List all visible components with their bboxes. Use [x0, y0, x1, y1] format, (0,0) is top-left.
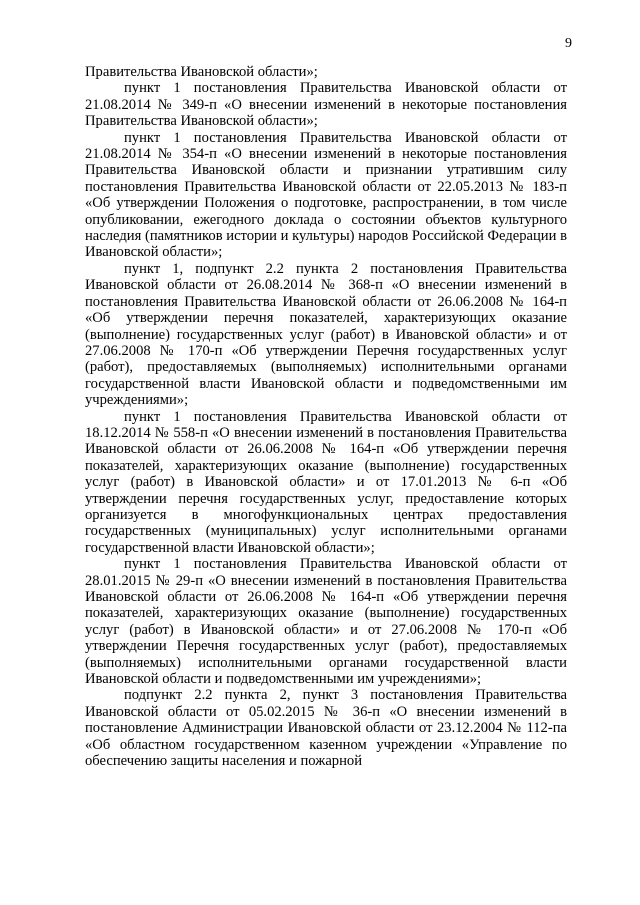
paragraph: пункт 1 постановления Правительства Ивановской области от 21.08.2014 № 354-п «О внесении изменений в некоторые постановления Правительства Ивановской области и признании утратившим силу постановления Правительства Ивановской области от 22.05.2013 № 183-п «Об утверждении Положения о подготовке, распространении, в том числе опубликовании, ежегодного доклада о состоянии объектов культурного наследия (памятников истории и культуры) народов Российской Федерации в Ивановской области»; [85, 129, 567, 261]
paragraph: пункт 1 постановления Правительства Ивановской области от 28.01.2015 № 29-п «О внесении изменений в постановления Правительства Ивановской области от 26.06.2008 № 164-п «Об утверждении перечня показателей, характеризующих оказание (выполнение) государственных услуг (работ) в Ивановской области» и от 27.06.2008 № 170-п «Об утверждении Перечня государственных услуг (работ), предоставляемых (выполняемых) исполнительными органами государственной власти Ивановской области и подведомственными им учреждениями»; [85, 556, 567, 688]
paragraph-continuation: Правительства Ивановской области»; [85, 64, 318, 80]
paragraph: пункт 1, подпункт 2.2 пункта 2 постановления Правительства Ивановской области от 26.08.2014 № 368-п «О внесении изменений в постановления Правительства Ивановской области от 26.06.2008 № 164-п «Об утверждении перечня показателей, характеризующих оказание (выполнение) государственных услуг (работ) в Ивановской области» и от 27.06.2008 № 170-п «Об утверждении Перечня государственных услуг (работ), предоставляемых (выполняемых) исполнительными органами государственной власти Ивановской области и подведомственными им учреждениями»; [85, 260, 567, 409]
page-number: 9 [565, 36, 572, 51]
paragraph: подпункт 2.2 пункта 2, пункт 3 постановления Правительства Ивановской области от 05.02.2015 № 36-п «О внесении изменений в постановление Администрации Ивановской области от 23.12.2004 № 112-па «Об областном государственном казенном учреждении «Управление по обеспечению защиты населения и пожарной [85, 687, 567, 770]
document-body [85, 64, 567, 769]
paragraph: пункт 1 постановления Правительства Ивановской области от 21.08.2014 № 349-п «О внесении изменений в некоторые постановления Правительства Ивановской области»; [85, 80, 567, 130]
paragraph: пункт 1 постановления Правительства Ивановской области от 18.12.2014 № 558-п «О внесении изменений в постановления Правительства Ивановской области от 26.06.2008 № 164-п «Об утверждении перечня показателей, характеризующих оказание (выполнение) государственных услуг (работ) в Ивановской области» и от 17.01.2013 № 6-п «Об утверждении перечня государственных услуг, предоставление которых организуется в многофункциональных центрах предоставления государственных (муниципальных) услуг исполнительными органами государственной власти Ивановской области»; [85, 408, 567, 556]
